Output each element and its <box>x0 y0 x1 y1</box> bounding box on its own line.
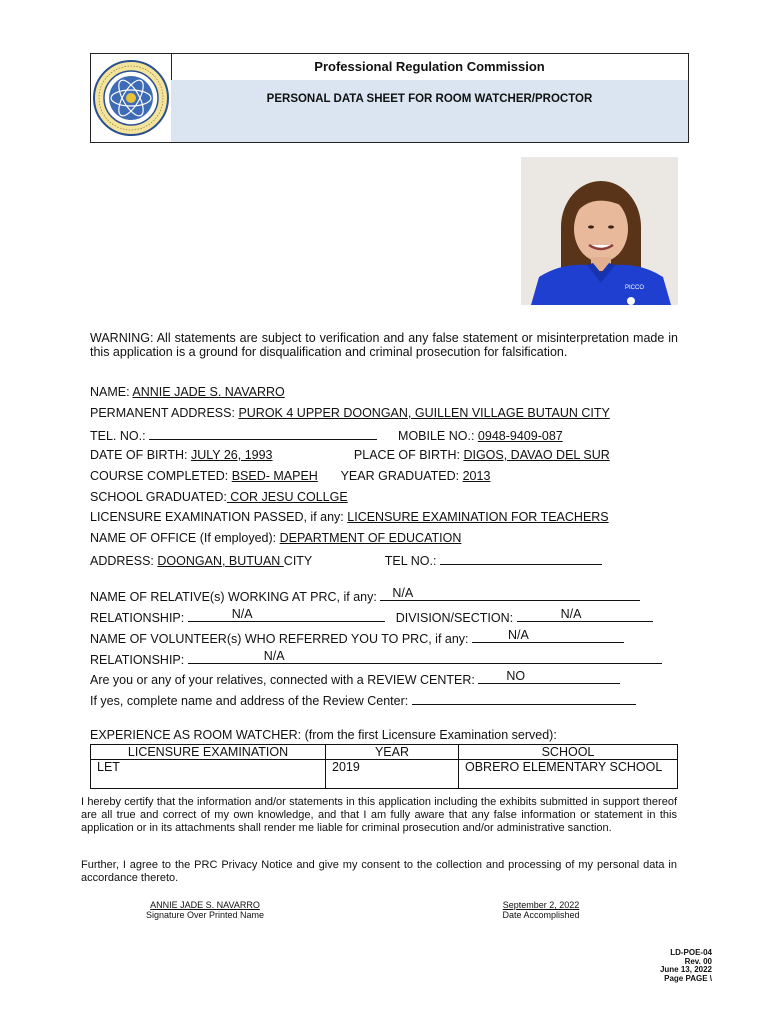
cell-exam: LET <box>91 760 326 789</box>
year-grad-label: YEAR GRADUATED: <box>340 469 460 483</box>
tel-blank <box>149 427 377 440</box>
relationship-2-line <box>188 651 662 664</box>
signature-caption: Signature Over Printed Name <box>145 910 265 920</box>
field-birth <box>90 448 610 462</box>
office-label: NAME OF OFFICE (If employed): <box>90 531 277 545</box>
privacy-consent-text: Further, I agree to the PRC Privacy Notice and give my consent to the collection and processing of my personal data in accordance thereto. <box>81 859 677 884</box>
date-block <box>470 900 612 920</box>
address-label: PERMANENT ADDRESS: <box>90 406 235 420</box>
agency-title: Professional Regulation Commission <box>171 54 688 81</box>
form-date: June 13, 2022 <box>659 965 712 974</box>
field-relationship-2 <box>90 651 662 667</box>
person-photo-image <box>521 157 678 305</box>
office-tel-blank <box>440 552 602 565</box>
mobile-label: MOBILE NO.: <box>398 429 475 443</box>
pob-value: DIGOS, DAVAO DEL SUR <box>463 448 610 462</box>
office-address-city: CITY <box>283 554 313 568</box>
field-school <box>90 490 348 504</box>
table-header-row <box>91 745 678 760</box>
table-row <box>91 760 678 789</box>
form-title: PERSONAL DATA SHEET FOR ROOM WATCHER/PROCTOR <box>171 80 688 142</box>
division-line <box>517 609 653 622</box>
signature-block <box>115 900 295 920</box>
form-header <box>90 53 689 143</box>
pob-label: PLACE OF BIRTH: <box>353 448 460 462</box>
relationship-2-label: RELATIONSHIP: <box>90 653 185 667</box>
col-header-school: SCHOOL <box>459 745 678 760</box>
field-course <box>90 469 490 483</box>
review-details-line <box>412 692 636 705</box>
review-value: NO <box>506 669 526 683</box>
field-review-center <box>90 671 620 687</box>
volunteer-value: N/A <box>508 628 529 642</box>
cell-year: 2019 <box>326 760 459 789</box>
prc-seal-icon <box>91 54 171 142</box>
field-review-details <box>90 692 636 708</box>
relative-value: N/A <box>392 586 414 600</box>
review-line <box>478 671 620 684</box>
field-permanent-address <box>90 406 610 420</box>
office-tel-label: TEL NO.: <box>384 554 437 568</box>
office-address-label: ADDRESS: <box>90 554 154 568</box>
office-address-value: DOONGAN, BUTUAN <box>157 554 284 568</box>
school-label: SCHOOL GRADUATED: <box>90 490 227 504</box>
experience-table <box>90 744 678 789</box>
division-value: N/A <box>560 607 582 621</box>
review-details-label: If yes, complete name and address of the Review Center: <box>90 694 409 708</box>
tel-label: TEL. NO.: <box>90 429 146 443</box>
license-label: LICENSURE EXAMINATION PASSED, if any: <box>90 510 344 524</box>
name-value: ANNIE JADE S. NAVARRO <box>132 385 285 399</box>
certification-text: I hereby certify that the information and/or statements in this application including the exhibits submitted in support thereof are all true and correct of my own knowledge, and that I am fully aware that any false information or statement in this application or in its attachments shall render me liable for criminal prosecution and/or administrative sanction. <box>81 796 677 834</box>
field-office <box>90 531 461 545</box>
date-accomplished-value: September 2, 2022 <box>502 900 580 910</box>
relative-label: NAME OF RELATIVE(s) WORKING AT PRC, if any: <box>90 590 377 604</box>
field-tel-mobile <box>90 427 563 443</box>
volunteer-line <box>472 630 624 643</box>
school-value: COR JESU COLLGE <box>226 490 348 504</box>
signatory-name: ANNIE JADE S. NAVARRO <box>150 900 260 910</box>
dob-label: DATE OF BIRTH: <box>90 448 188 462</box>
field-name <box>90 385 285 399</box>
relationship-2-value: N/A <box>263 649 285 663</box>
division-label: DIVISION/SECTION: <box>395 611 514 625</box>
volunteer-label: NAME OF VOLUNTEER(s) WHO REFERRED YOU TO PRC, if any: <box>90 632 469 646</box>
course-label: COURSE COMPLETED: <box>90 469 229 483</box>
form-revision: Rev. 00 <box>684 956 712 966</box>
prc-seal-cell <box>91 54 172 142</box>
field-volunteer <box>90 630 624 646</box>
review-label: Are you or any of your relatives, connected with a REVIEW CENTER: <box>90 673 475 687</box>
warning-text: WARNING: All statements are subject to verification and any false statement or misinterpretation made in this application is a ground for disqualification and criminal prosecution for falsification. <box>90 331 678 359</box>
col-header-exam: LICENSURE EXAMINATION <box>91 745 326 760</box>
year-grad-value: 2013 <box>462 469 491 483</box>
office-value: DEPARTMENT OF EDUCATION <box>279 531 462 545</box>
form-code-block <box>640 949 712 983</box>
field-relative <box>90 588 640 604</box>
col-header-year: YEAR <box>326 745 459 760</box>
address-value: PUROK 4 UPPER DOONGAN, GUILLEN VILLAGE BUTAUN CITY <box>238 406 610 420</box>
id-photo <box>521 157 678 305</box>
relationship-label: RELATIONSHIP: <box>90 611 185 625</box>
relative-line <box>380 588 640 601</box>
field-license <box>90 510 609 524</box>
name-label: NAME: <box>90 385 130 399</box>
course-value: BSED- MAPEH <box>231 469 318 483</box>
field-relationship <box>90 609 653 625</box>
page-number: Page PAGE \ <box>664 973 712 983</box>
date-accomplished-caption: Date Accomplished <box>502 910 580 920</box>
relationship-value: N/A <box>231 607 253 621</box>
shirt-print: PICCO <box>625 285 645 291</box>
license-value: LICENSURE EXAMINATION FOR TEACHERS <box>347 510 609 524</box>
mobile-value: 0948-9409-087 <box>477 429 563 443</box>
relationship-line <box>188 609 385 622</box>
dob-value: JULY 26, 1993 <box>190 448 273 462</box>
experience-heading: EXPERIENCE AS ROOM WATCHER: (from the first Licensure Examination served): <box>90 728 557 742</box>
cell-school: OBRERO ELEMENTARY SCHOOL <box>459 760 678 789</box>
field-office-address <box>90 552 602 568</box>
form-code: LD-POE-04 <box>670 948 712 957</box>
